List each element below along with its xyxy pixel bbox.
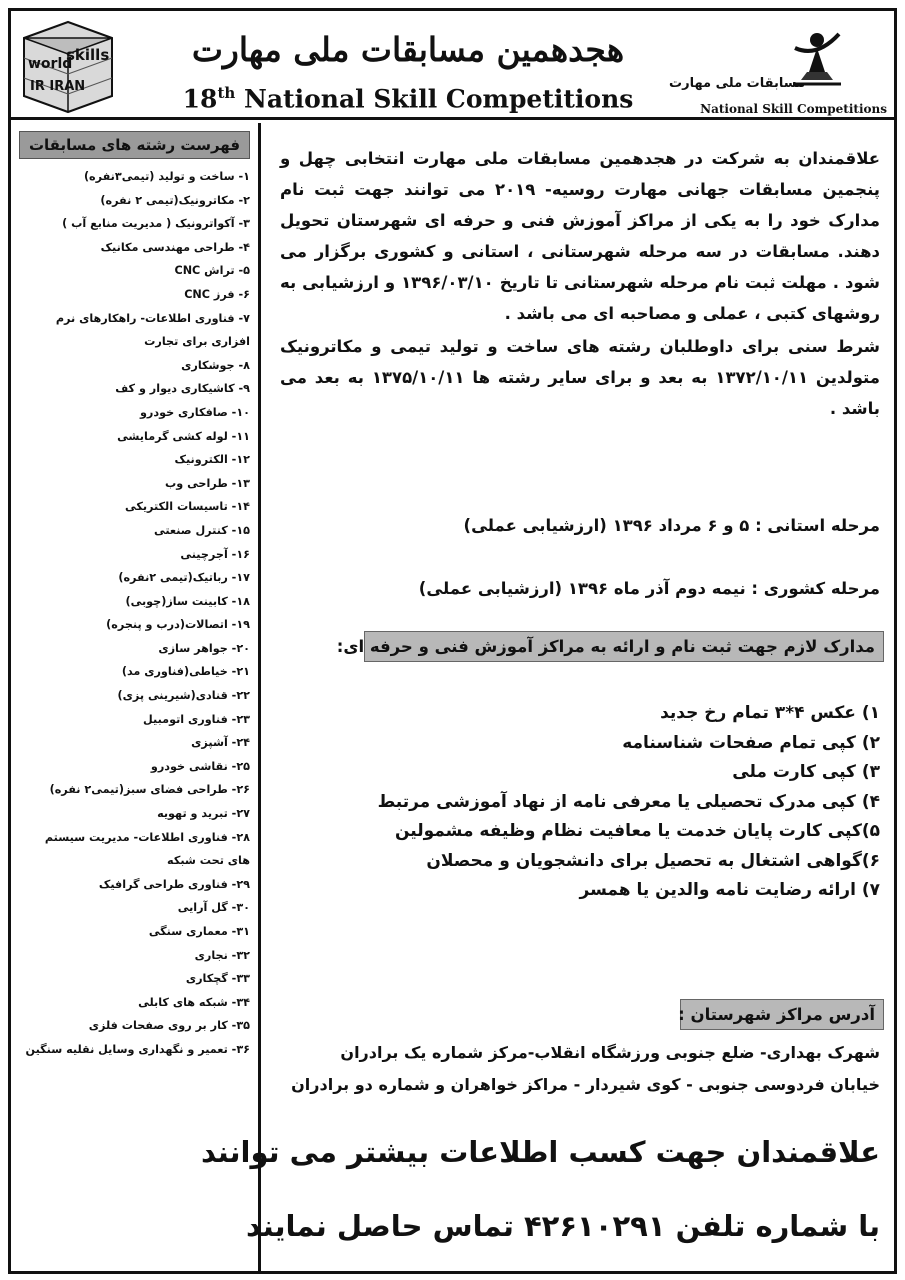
address-line-2: خیابان فردوسی جنوبی - کوی شیردار - مراکز خواهران و شماره دو برادران [291,1075,880,1094]
list-item: ۲۱- خیاطی(فناوری مد) [121,665,250,679]
list-item: ۵- تراش CNC [174,264,250,278]
page-title-en [128,84,688,113]
list-item: ۳- آکواترونیک ( مدیریت منابع آب ) [62,217,250,231]
list-item: ۲۶- طراحی فضای سبز(تیمی۲ نفره) [49,783,250,797]
list-item: ۳) کپی کارت ملی [732,762,880,782]
list-item: ۲۲- قنادی(شیرینی پزی) [117,689,250,703]
title-en-text: National Skill Competitions [244,84,634,114]
logo-text-skills: skills [66,46,110,64]
list-item: ۷- فناوری اطلاعات- راهکارهای نرم [55,311,250,325]
list-item: ۳۶- تعمیر و نگهداری وسایل نقلیه سنگین [25,1042,250,1056]
list-item: ۱۸- کابینت ساز(چوبی) [125,594,250,608]
list-item: ۲۵- نقاشی خودرو [150,759,250,773]
list-item: ۱) عکس ۴*۳ تمام رخ جدید [660,703,880,723]
contact-callout-line-2: با شماره تلفن ۴۲۶۱۰۲۹۱ تماس حاصل نمایند [246,1209,880,1243]
list-item: ۲۷- تبرید و تهویه [157,807,250,821]
competition-fields-sidebar [11,123,261,1271]
list-item: ۲) کپی تمام صفحات شناسنامه [622,732,880,753]
list-item: های تحت شبکه [167,854,250,868]
title-en-ordinal: th [217,84,236,102]
list-item: ۹- کاشیکاری دیوار و کف [115,382,250,396]
list-item: ۱۱- لوله کشی گرمایشی [117,429,250,443]
list-item: ۲۹- فناوری طراحی گرافیک [98,877,250,891]
list-item: ۴) کپی مدرک تحصیلی یا معرفی نامه از نهاد آموزشی مرتبط [377,791,880,812]
national-skill-logo [669,24,891,116]
address-line-1: شهرک بهداری- ضلع جنوبی ورزشگاه انقلاب-مرکز شماره یک برادران [340,1043,880,1062]
list-item: ۳۴- شبکه های کابلی [138,995,250,1009]
list-item: ۱۳- طراحی وب [164,476,250,490]
sidebar-title: فهرست رشته های مسابقات [19,131,250,159]
list-item: ۴- طراحی مهندسی مکانیک [100,240,250,254]
required-documents-list [320,699,880,906]
list-item: ۳۰- گل آرایی [177,901,250,915]
list-item: ۱۷- رباتیک(تیمی ۲نفره) [118,571,250,585]
list-item: افزاری برای تجارت [144,335,250,349]
list-item: ۸- جوشکاری [181,358,250,372]
competition-fields-list [11,165,258,1062]
list-item: ۱۶- آجرچینی [180,547,250,561]
stage-provincial: مرحله استانی : ۵ و ۶ مرداد ۱۳۹۶ (ارزشیابی عملی) [463,516,880,535]
list-item: ۶)گواهی اشتغال به تحصیل برای دانشجویان و محصلان [426,850,880,871]
list-item: ۲۴- آشپزی [191,736,250,750]
contact-callout-line-1: علاقمندان جهت کسب اطلاعات بیشتر می توانند [201,1135,880,1169]
intro-paragraph-age: شرط سنی برای داوطلبان رشته های ساخت و تولید تیمی و مکاترونیک متولدین ۱۳۷۲/۱۰/۱۱ به بعد و برای سایر رشته ها ۱۳۷۵/۱۰/۱۱ به بعد می باشد . [280,337,880,418]
list-item: ۶- فرز CNC [184,287,250,301]
logo-text-iran: IR IRAN [30,79,86,94]
logo-caption-fa: مسابقات ملی مهارت [669,76,805,91]
list-item: ۳۵- کار بر روی صفحات فلزی [88,1019,250,1033]
stage-national: مرحله کشوری : نیمه دوم آذر ماه ۱۳۹۶ (ارزشیابی عملی) [418,579,880,598]
address-block [280,1037,880,1101]
worldskills-iran-logo [14,16,122,116]
header [8,8,897,120]
list-item: ۱۲- الکترونیک [174,453,250,467]
list-item: ۲۸- فناوری اطلاعات- مدیریت سیستم [44,830,250,844]
list-item: ۳۲- نجاری [194,948,250,962]
list-item: ۵)کپی کارت پایان خدمت یا معافیت نظام وظیفه مشمولین [395,821,880,841]
list-item: ۱- ساخت و تولید (تیمی۳نفره) [83,170,250,183]
list-item: ۱۹- اتصالات(درب و پنجره) [106,618,250,632]
list-item: ۳۳- گچکاری [185,972,250,986]
list-item: ۲- مکاترونیک(تیمی ۲ نفره) [100,193,250,207]
title-en-number: 18 [182,84,218,114]
list-item: ۷) ارائه رضایت نامه والدین یا همسر [579,880,880,900]
list-item: ۱۵- کنترل صنعتی [154,523,250,537]
list-item: ۱۴- تاسیسات الکتریکی [125,500,250,514]
worldskills-cube-icon [14,16,122,116]
intro-paragraph-registration: علاقمندان به شرکت در هجدهمین مسابقات ملی مهارت انتخابی چهل و پنجمین مسابقات جهانی مهارت روسیه- ۲۰۱۹ می توانند جهت ثبت نام مدارک خود را به یکی از مراکز آموزش فنی و حرفه ای شهرستان تحویل دهند. مسابقات در سه مرحله شهرستانی ، استانی و کشوری برگزار می شود . مهلت ثبت نام مرحله شهرستانی تا تاریخ ۱۳۹۶/۰۳/۱۰ و ارزشیابی به روشهای کتبی ، عملی و مصاحبه ای می باشد . [280,149,880,323]
list-item: ۳۱- معماری سنگی [148,925,250,938]
address-heading: آدرس مراکز شهرستان : [680,999,884,1030]
page-title-fa: هجدهمین مسابقات ملی مهارت [191,30,625,69]
list-item: ۲۳- فناوری اتومبیل [143,712,250,726]
list-item: ۲۰- جواهر سازی [158,641,250,655]
list-item: ۱۰- صافکاری خودرو [139,405,250,419]
intro-text [280,143,880,426]
logo-text-world: world [28,56,73,72]
required-documents-heading: مدارک لازم جهت ثبت نام و ارائه به مراکز آموزش فنی و حرفه ای: [364,631,884,662]
logo-caption-en: National Skill Competitions [700,102,887,116]
